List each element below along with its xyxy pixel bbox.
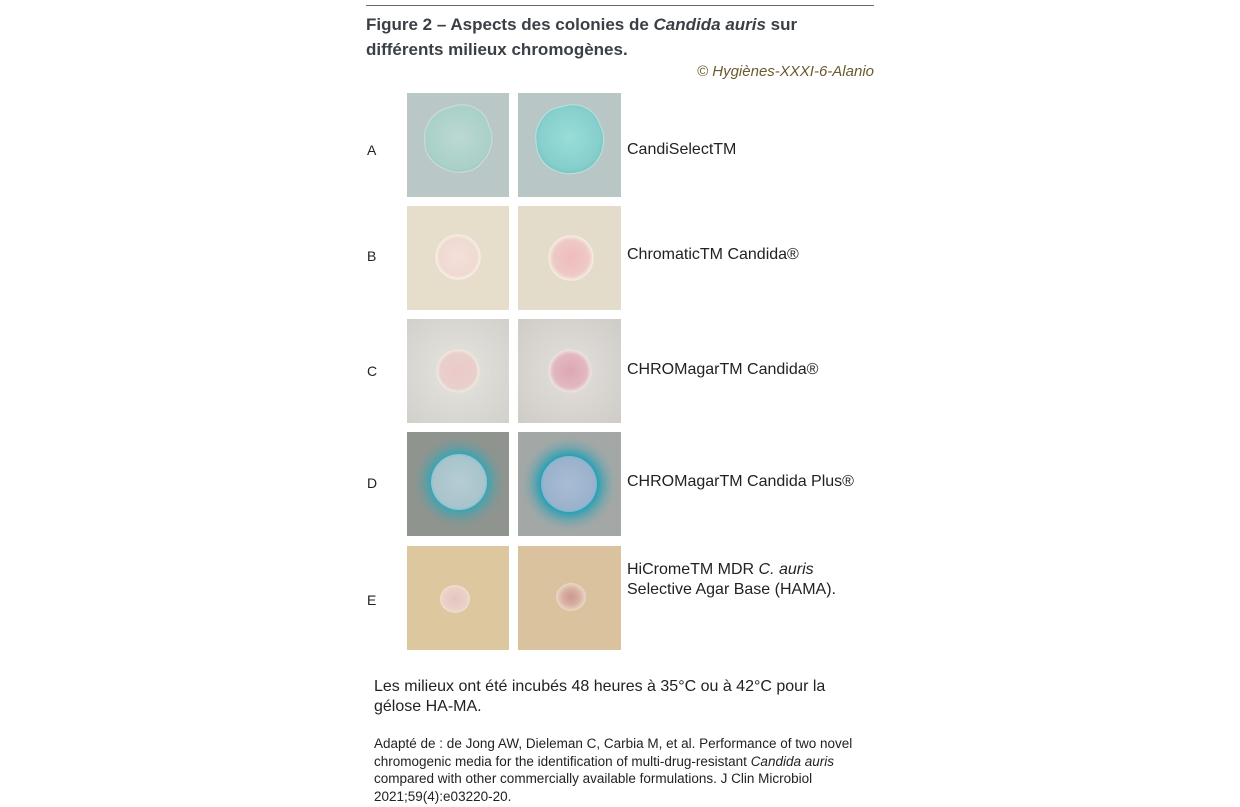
plate-b-2-image [518,206,621,310]
row-letter: C [367,363,378,379]
plate-row-d [366,432,874,536]
plate-photo-c-1 [407,319,509,423]
plate-photo-b-1 [407,206,509,310]
medium-label-d: CHROMagarTM Candida Plus® [627,473,854,490]
plate-photo-e-2 [518,546,621,650]
row-letter: A [367,142,377,158]
plate-photo-c-2 [518,319,621,423]
plate-c-2-image [518,319,621,423]
plate-c-1-image [407,319,509,423]
plate-row-a [366,93,874,197]
plate-d-1-image [407,432,509,536]
plate-a-2-image [518,93,621,197]
plate-row-c [366,319,874,423]
top-rule [366,5,874,6]
row-letter: B [367,248,377,264]
incubation-note: Les milieux ont été incubés 48 heures à 35°C ou à 42°C pour la gélose HA-MA. [374,678,826,715]
photo-credit: © Hygiènes-XXXI-6-Alanio [697,63,874,80]
medium-label-e: HiCromeTM MDR C. auris Selective Agar Base (HAMA). [627,561,836,598]
medium-label-c: CHROMagarTM Candida® [627,361,819,378]
plate-b-1-image [407,206,509,310]
plate-row-e [366,546,874,650]
source-reference: Adapté de : de Jong AW, Dieleman C, Carbia M, et al. Performance of two novel chromogenic media for the identification of multi-drug-resistant Candida auris compared with other commercially available formulations. J Clin Microbiol 2021;59(4):e03220-20. [374,736,853,804]
plate-photo-d-2 [518,432,621,536]
plate-photo-b-2 [518,206,621,310]
plate-photo-d-1 [407,432,509,536]
plate-d-2-image [518,432,621,536]
medium-label-a: CandiSelectTM [627,141,737,158]
figure-title: Figure 2 – Aspects des colonies de Candida auris sur différents milieux chromogènes. [366,15,798,59]
plate-photo-e-1 [407,546,509,650]
plate-e-2-image [518,546,621,650]
plate-row-b [366,206,874,310]
title-species: Candida auris [653,15,766,34]
row-letter: D [367,475,378,491]
medium-label-b: ChromaticTM Candida® [627,246,799,263]
plate-photo-a-2 [518,93,621,197]
plate-e-1-image [407,546,509,650]
row-letter: E [367,592,377,608]
plate-a-1-image [407,93,509,197]
plate-photo-a-1 [407,93,509,197]
